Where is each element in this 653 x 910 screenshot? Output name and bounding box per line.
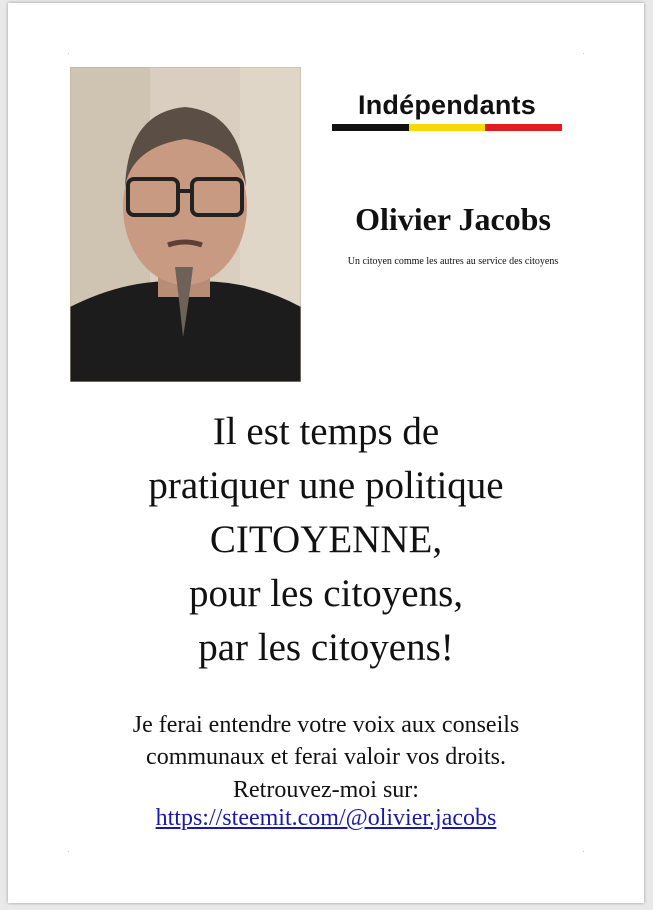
- pledge-text: [48, 709, 604, 773]
- margin-mark: [583, 53, 584, 54]
- slogan-line: par les citoyens!: [198, 626, 454, 669]
- margin-mark: [68, 53, 69, 54]
- slogan-line: Il est temps de: [212, 410, 440, 453]
- flag-stripe-yellow: [409, 124, 486, 131]
- slogan-line: CITOYENNE,: [209, 518, 443, 561]
- slogan-line: pratiquer une politique: [148, 464, 504, 507]
- pledge-line: Je ferai entendre votre voix aux conseils: [132, 712, 520, 738]
- candidate-photo: [70, 67, 301, 382]
- party-name: Indépendants: [358, 90, 536, 120]
- margin-mark: [583, 851, 584, 852]
- belgian-flag-stripe: [332, 124, 562, 131]
- party-logo: [332, 89, 562, 131]
- steemit-link[interactable]: https://steemit.com/@olivier.jacobs: [155, 805, 497, 831]
- slogan: [48, 405, 604, 675]
- candidate-name: Olivier Jacobs: [355, 201, 551, 237]
- contact-block: [48, 776, 604, 832]
- flag-stripe-black: [332, 124, 409, 131]
- pledge-line: communaux et ferai valoir vos droits.: [146, 744, 506, 770]
- contact-label: Retrouvez-moi sur:: [233, 777, 419, 803]
- flyer-page: [8, 3, 644, 903]
- margin-mark: [68, 851, 69, 852]
- flag-stripe-red: [485, 124, 562, 131]
- candidate-tagline: Un citoyen comme les autres au service des citoyens: [347, 256, 559, 267]
- slogan-line: pour les citoyens,: [188, 572, 464, 615]
